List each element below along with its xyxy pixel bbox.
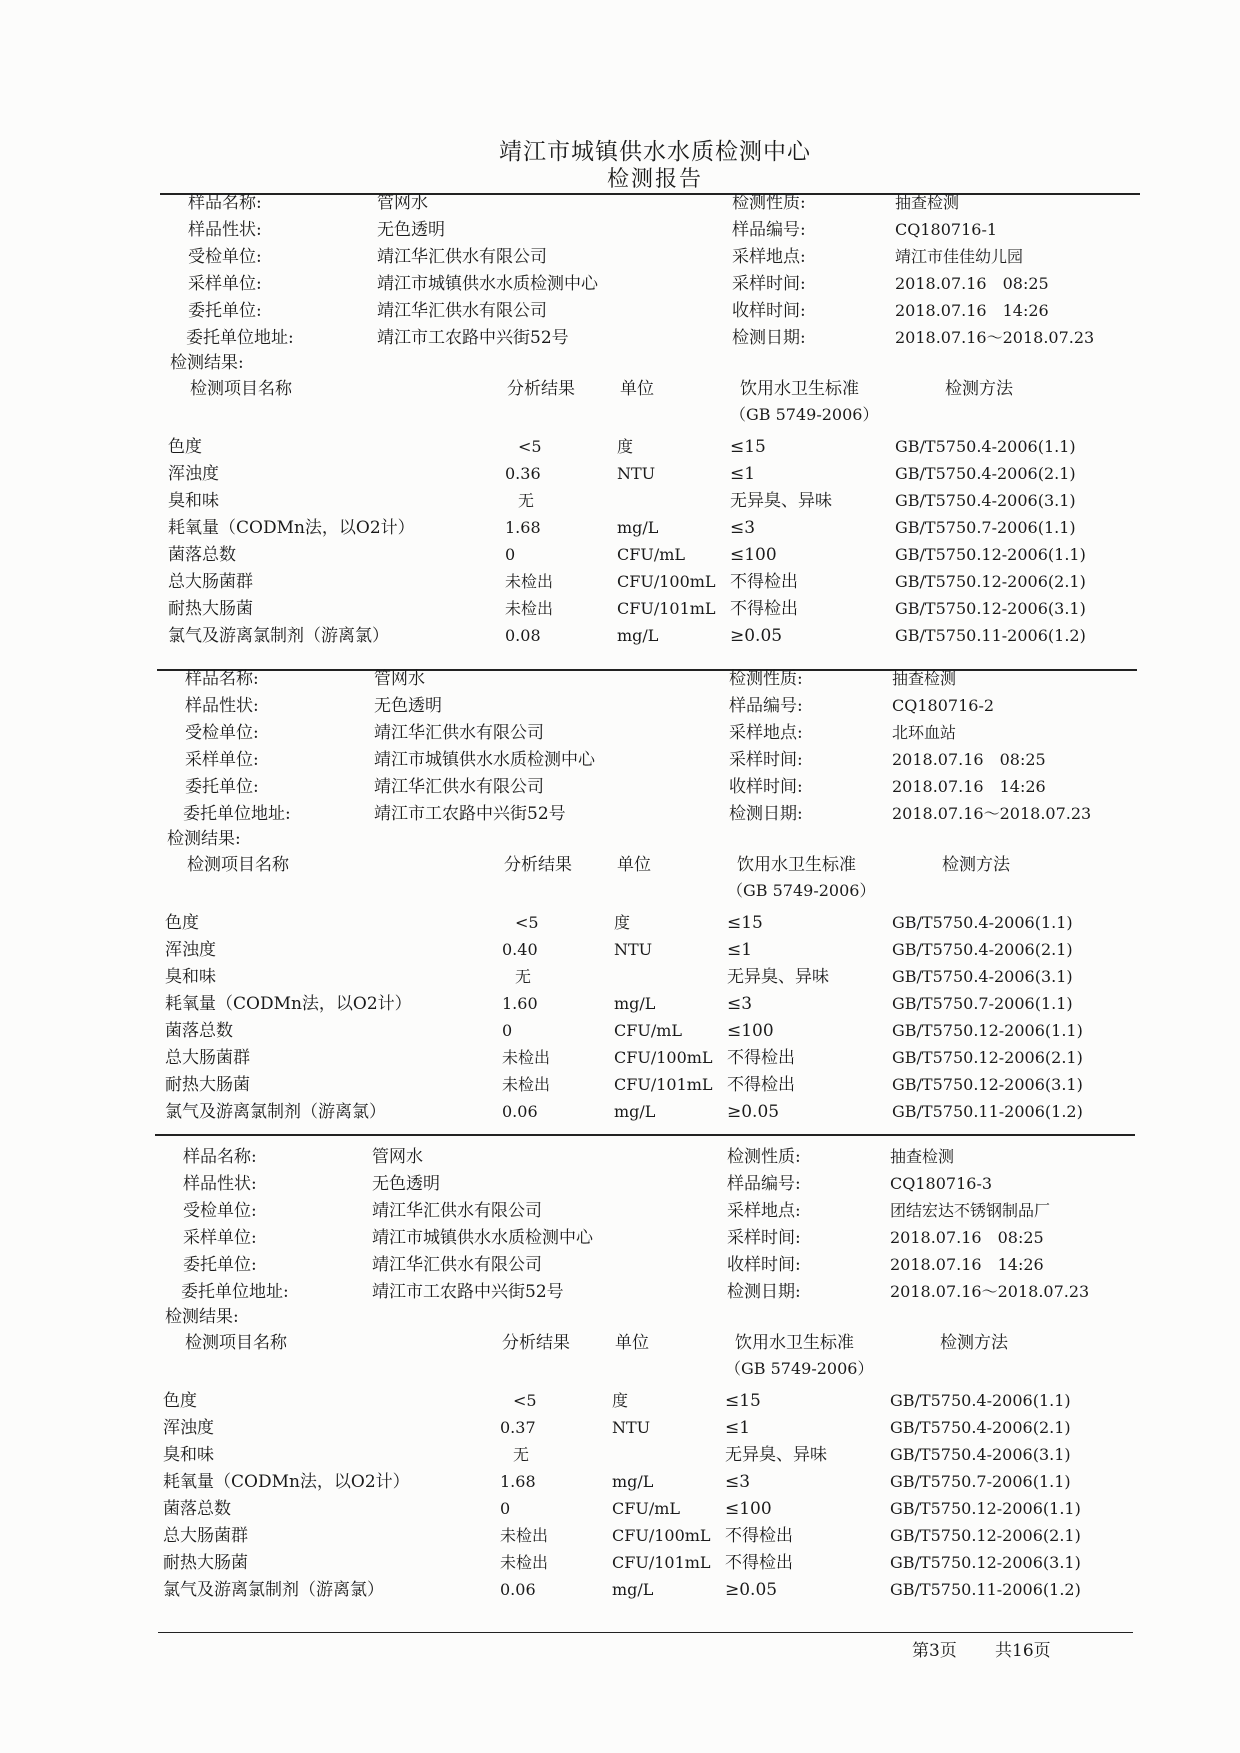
result-item: 菌落总数 — [165, 1021, 233, 1041]
result-item: 总大肠菌群 — [165, 1048, 250, 1068]
meta-label-client-address: 委托单位地址: — [186, 328, 294, 348]
result-item: 浑浊度 — [168, 464, 219, 484]
result-value: 0.40 — [502, 940, 538, 959]
meta-label-sample-name: 样品名称: — [183, 1147, 257, 1167]
meta-value-receipt-time: 2018.07.16 14:26 — [892, 777, 1046, 796]
result-method: GB/T5750.11-2006(1.2) — [895, 626, 1086, 645]
result-method: GB/T5750.4-2006(1.1) — [890, 1391, 1071, 1410]
meta-label-client-unit: 委托单位: — [185, 777, 259, 797]
meta-value-sampling-unit: 靖江市城镇供水水质检测中心 — [377, 274, 598, 294]
meta-label-inspected-unit: 受检单位: — [183, 1201, 257, 1221]
meta-value-sample-form: 无色透明 — [374, 696, 442, 716]
meta-value-sample-name: 管网水 — [377, 193, 428, 213]
result-value: <5 — [515, 913, 539, 932]
result-method: GB/T5750.11-2006(1.2) — [890, 1580, 1081, 1599]
result-item: 总大肠菌群 — [168, 572, 253, 592]
result-method: GB/T5750.12-2006(2.1) — [892, 1048, 1083, 1067]
result-unit: 度 — [614, 913, 631, 932]
result-method: GB/T5750.4-2006(3.1) — [890, 1445, 1071, 1464]
result-method: GB/T5750.12-2006(3.1) — [890, 1553, 1081, 1572]
result-item: 耗氧量（CODMn法，以O2计） — [168, 518, 415, 538]
result-item: 耗氧量（CODMn法，以O2计） — [165, 994, 412, 1014]
meta-label-sample-form: 样品性状: — [185, 696, 259, 716]
result-value: 1.68 — [505, 518, 541, 537]
col-header-result: 分析结果 — [507, 379, 575, 399]
col-header-standard-sub: （GB 5749-2006） — [730, 405, 879, 424]
result-item: 耐热大肠菌 — [163, 1553, 248, 1573]
result-method: GB/T5750.11-2006(1.2) — [892, 1102, 1083, 1121]
meta-label-client-address: 委托单位地址: — [181, 1282, 289, 1302]
result-unit: NTU — [612, 1418, 651, 1437]
results-heading: 检测结果: — [167, 829, 241, 849]
meta-value-client-unit: 靖江华汇供水有限公司 — [374, 777, 544, 797]
result-item: 色度 — [168, 437, 202, 457]
results-heading: 检测结果: — [165, 1307, 239, 1327]
meta-label-client-unit: 委托单位: — [183, 1255, 257, 1275]
result-method: GB/T5750.12-2006(2.1) — [895, 572, 1086, 591]
result-method: GB/T5750.7-2006(1.1) — [890, 1472, 1071, 1491]
meta-label-test-date: 检测日期: — [732, 328, 806, 348]
result-value: 0.08 — [505, 626, 541, 645]
col-header-item: 检测项目名称 — [187, 855, 289, 875]
meta-value-test-nature: 抽查检测 — [892, 669, 957, 688]
result-method: GB/T5750.4-2006(1.1) — [892, 913, 1073, 932]
result-item: 臭和味 — [165, 967, 216, 987]
result-value: 0.37 — [500, 1418, 536, 1437]
result-standard: ≤3 — [730, 518, 756, 538]
result-value: 未检出 — [500, 1526, 549, 1545]
result-unit: CFU/mL — [617, 545, 686, 564]
result-value: 0.06 — [502, 1102, 538, 1121]
meta-label-sample-no: 样品编号: — [727, 1174, 801, 1194]
result-standard: ≤15 — [727, 913, 763, 933]
col-header-method: 检测方法 — [940, 1333, 1008, 1353]
result-method: GB/T5750.7-2006(1.1) — [892, 994, 1073, 1013]
result-item: 色度 — [163, 1391, 197, 1411]
result-item: 氯气及游离氯制剂（游离氯） — [165, 1102, 386, 1122]
result-value: 未检出 — [505, 599, 554, 618]
result-method: GB/T5750.4-2006(1.1) — [895, 437, 1076, 456]
meta-value-sampling-time: 2018.07.16 08:25 — [895, 274, 1049, 293]
result-standard: ≥0.05 — [730, 626, 783, 646]
result-standard: 无异臭、异味 — [725, 1445, 827, 1465]
result-standard: ≤3 — [727, 994, 753, 1014]
meta-value-sample-form: 无色透明 — [377, 220, 445, 240]
result-method: GB/T5750.4-2006(2.1) — [895, 464, 1076, 483]
col-header-standard: 饮用水卫生标准 — [740, 379, 859, 399]
result-value: 0.06 — [500, 1580, 536, 1599]
meta-value-sampling-unit: 靖江市城镇供水水质检测中心 — [374, 750, 595, 770]
org-title: 靖江市城镇供水水质检测中心 — [499, 139, 811, 165]
meta-label-sample-form: 样品性状: — [183, 1174, 257, 1194]
result-item: 色度 — [165, 913, 199, 933]
meta-label-test-nature: 检测性质: — [732, 193, 806, 213]
meta-label-sampling-time: 采样时间: — [729, 750, 803, 770]
meta-value-sample-no: CQ180716-3 — [890, 1174, 993, 1193]
col-header-unit: 单位 — [617, 855, 651, 875]
result-method: GB/T5750.4-2006(3.1) — [892, 967, 1073, 986]
result-unit: CFU/100mL — [617, 572, 716, 591]
meta-value-client-unit: 靖江华汇供水有限公司 — [377, 301, 547, 321]
col-header-item: 检测项目名称 — [190, 379, 292, 399]
result-item: 浑浊度 — [165, 940, 216, 960]
result-item: 耗氧量（CODMn法，以O2计） — [163, 1472, 410, 1492]
meta-label-sampling-site: 采样地点: — [729, 723, 803, 743]
col-header-item: 检测项目名称 — [185, 1333, 287, 1353]
result-item: 氯气及游离氯制剂（游离氯） — [168, 626, 389, 646]
result-unit: NTU — [614, 940, 653, 959]
result-standard: ≤3 — [725, 1472, 751, 1492]
result-standard: 无异臭、异味 — [727, 967, 829, 987]
result-standard: ≤15 — [725, 1391, 761, 1411]
result-unit: CFU/mL — [614, 1021, 683, 1040]
result-method: GB/T5750.4-2006(3.1) — [895, 491, 1076, 510]
result-value: 1.60 — [502, 994, 538, 1013]
meta-value-receipt-time: 2018.07.16 14:26 — [895, 301, 1049, 320]
meta-value-sample-no: CQ180716-1 — [895, 220, 998, 239]
result-method: GB/T5750.12-2006(1.1) — [890, 1499, 1081, 1518]
meta-value-inspected-unit: 靖江华汇供水有限公司 — [374, 723, 544, 743]
result-item: 菌落总数 — [168, 545, 236, 565]
meta-label-sample-name: 样品名称: — [188, 193, 262, 213]
meta-value-sampling-unit: 靖江市城镇供水水质检测中心 — [372, 1228, 593, 1248]
meta-value-sample-name: 管网水 — [374, 669, 425, 689]
report-title: 检测报告 — [606, 167, 703, 192]
meta-label-client-unit: 委托单位: — [188, 301, 262, 321]
result-unit: CFU/100mL — [612, 1526, 711, 1545]
meta-label-inspected-unit: 受检单位: — [188, 247, 262, 267]
result-value: 未检出 — [502, 1075, 551, 1094]
result-standard: ≤1 — [725, 1418, 751, 1438]
result-value: 0 — [500, 1499, 511, 1518]
meta-value-sampling-site: 北环血站 — [892, 723, 957, 742]
meta-label-sampling-unit: 采样单位: — [185, 750, 259, 770]
section-rule — [155, 1134, 1135, 1136]
meta-value-sample-no: CQ180716-2 — [892, 696, 995, 715]
meta-value-inspected-unit: 靖江华汇供水有限公司 — [377, 247, 547, 267]
result-method: GB/T5750.7-2006(1.1) — [895, 518, 1076, 537]
result-value: <5 — [518, 437, 542, 456]
meta-value-test-date: 2018.07.16～2018.07.23 — [892, 804, 1092, 823]
meta-value-inspected-unit: 靖江华汇供水有限公司 — [372, 1201, 542, 1221]
result-standard: ≤100 — [730, 545, 777, 565]
meta-value-test-nature: 抽查检测 — [895, 193, 960, 212]
result-item: 总大肠菌群 — [163, 1526, 248, 1546]
result-item: 臭和味 — [163, 1445, 214, 1465]
result-unit: mg/L — [614, 1102, 656, 1121]
results-heading: 检测结果: — [170, 353, 244, 373]
result-unit: CFU/101mL — [614, 1075, 713, 1094]
meta-value-sampling-time: 2018.07.16 08:25 — [892, 750, 1046, 769]
meta-value-test-date: 2018.07.16～2018.07.23 — [890, 1282, 1090, 1301]
col-header-unit: 单位 — [620, 379, 654, 399]
result-value: 0 — [502, 1021, 513, 1040]
meta-label-receipt-time: 收样时间: — [732, 301, 806, 321]
meta-value-test-date: 2018.07.16～2018.07.23 — [895, 328, 1095, 347]
result-standard: ≤1 — [727, 940, 753, 960]
result-method: GB/T5750.12-2006(3.1) — [892, 1075, 1083, 1094]
result-item: 耐热大肠菌 — [165, 1075, 250, 1095]
col-header-result: 分析结果 — [502, 1333, 570, 1353]
meta-label-receipt-time: 收样时间: — [727, 1255, 801, 1275]
meta-label-sample-name: 样品名称: — [185, 669, 259, 689]
result-method: GB/T5750.12-2006(1.1) — [895, 545, 1086, 564]
meta-label-sampling-time: 采样时间: — [727, 1228, 801, 1248]
meta-label-test-date: 检测日期: — [727, 1282, 801, 1302]
result-standard: ≤100 — [727, 1021, 774, 1041]
result-method: GB/T5750.12-2006(3.1) — [895, 599, 1086, 618]
result-value: 无 — [518, 491, 535, 510]
meta-label-sampling-site: 采样地点: — [727, 1201, 801, 1221]
meta-value-client-address: 靖江市工农路中兴街52号 — [372, 1282, 564, 1302]
col-header-result: 分析结果 — [504, 855, 572, 875]
meta-value-sampling-site: 团结宏达不锈钢制品厂 — [890, 1201, 1051, 1220]
page-total: 共16页 — [995, 1641, 1051, 1661]
result-value: 未检出 — [500, 1553, 549, 1572]
result-unit: mg/L — [617, 518, 659, 537]
result-item: 浑浊度 — [163, 1418, 214, 1438]
result-value: 0 — [505, 545, 516, 564]
meta-label-sampling-site: 采样地点: — [732, 247, 806, 267]
meta-label-sample-no: 样品编号: — [729, 696, 803, 716]
footer-rule — [158, 1632, 1133, 1633]
meta-value-receipt-time: 2018.07.16 14:26 — [890, 1255, 1044, 1274]
result-item: 菌落总数 — [163, 1499, 231, 1519]
col-header-standard: 饮用水卫生标准 — [735, 1333, 854, 1353]
result-standard: ≤15 — [730, 437, 766, 457]
meta-label-receipt-time: 收样时间: — [729, 777, 803, 797]
result-method: GB/T5750.12-2006(2.1) — [890, 1526, 1081, 1545]
col-header-method: 检测方法 — [945, 379, 1013, 399]
meta-label-inspected-unit: 受检单位: — [185, 723, 259, 743]
result-standard: 不得检出 — [727, 1075, 795, 1095]
meta-value-test-nature: 抽查检测 — [890, 1147, 955, 1166]
meta-value-sample-form: 无色透明 — [372, 1174, 440, 1194]
result-value: 未检出 — [505, 572, 554, 591]
col-header-standard-sub: （GB 5749-2006） — [727, 881, 876, 900]
col-header-standard-sub: （GB 5749-2006） — [725, 1359, 874, 1378]
result-unit: CFU/100mL — [614, 1048, 713, 1067]
result-standard: 不得检出 — [725, 1553, 793, 1573]
result-value: 1.68 — [500, 1472, 536, 1491]
section-rule — [160, 193, 1140, 195]
result-unit: CFU/101mL — [617, 599, 716, 618]
result-value: 无 — [515, 967, 532, 986]
meta-value-sampling-site: 靖江市佳佳幼儿园 — [895, 247, 1024, 266]
meta-label-sample-no: 样品编号: — [732, 220, 806, 240]
result-unit: NTU — [617, 464, 656, 483]
result-unit: CFU/101mL — [612, 1553, 711, 1572]
meta-label-sampling-unit: 采样单位: — [183, 1228, 257, 1248]
meta-label-sampling-unit: 采样单位: — [188, 274, 262, 294]
meta-value-client-address: 靖江市工农路中兴街52号 — [377, 328, 569, 348]
meta-label-test-date: 检测日期: — [729, 804, 803, 824]
meta-value-sampling-time: 2018.07.16 08:25 — [890, 1228, 1044, 1247]
result-value: 0.36 — [505, 464, 541, 483]
col-header-standard: 饮用水卫生标准 — [737, 855, 856, 875]
result-unit: 度 — [612, 1391, 629, 1410]
result-method: GB/T5750.4-2006(2.1) — [890, 1418, 1071, 1437]
result-unit: mg/L — [612, 1472, 654, 1491]
result-standard: 不得检出 — [730, 599, 798, 619]
col-header-unit: 单位 — [615, 1333, 649, 1353]
result-standard: ≤1 — [730, 464, 756, 484]
result-value: 无 — [513, 1445, 530, 1464]
meta-label-test-nature: 检测性质: — [727, 1147, 801, 1167]
result-item: 氯气及游离氯制剂（游离氯） — [163, 1580, 384, 1600]
result-item: 臭和味 — [168, 491, 219, 511]
meta-value-client-address: 靖江市工农路中兴街52号 — [374, 804, 566, 824]
result-unit: CFU/mL — [612, 1499, 681, 1518]
result-unit: mg/L — [612, 1580, 654, 1599]
result-standard: 无异臭、异味 — [730, 491, 832, 511]
result-standard: ≥0.05 — [727, 1102, 780, 1122]
result-standard: 不得检出 — [727, 1048, 795, 1068]
meta-label-sampling-time: 采样时间: — [732, 274, 806, 294]
result-method: GB/T5750.12-2006(1.1) — [892, 1021, 1083, 1040]
result-standard: 不得检出 — [730, 572, 798, 592]
meta-label-sample-form: 样品性状: — [188, 220, 262, 240]
result-method: GB/T5750.4-2006(2.1) — [892, 940, 1073, 959]
result-standard: ≥0.05 — [725, 1580, 778, 1600]
result-standard: 不得检出 — [725, 1526, 793, 1546]
meta-value-sample-name: 管网水 — [372, 1147, 423, 1167]
result-standard: ≤100 — [725, 1499, 772, 1519]
col-header-method: 检测方法 — [942, 855, 1010, 875]
result-value: <5 — [513, 1391, 537, 1410]
section-rule — [157, 669, 1137, 671]
result-unit: mg/L — [617, 626, 659, 645]
page-number: 第3页 — [912, 1641, 957, 1661]
result-unit: 度 — [617, 437, 634, 456]
meta-value-client-unit: 靖江华汇供水有限公司 — [372, 1255, 542, 1275]
result-unit: mg/L — [614, 994, 656, 1013]
result-value: 未检出 — [502, 1048, 551, 1067]
meta-label-test-nature: 检测性质: — [729, 669, 803, 689]
result-item: 耐热大肠菌 — [168, 599, 253, 619]
meta-label-client-address: 委托单位地址: — [183, 804, 291, 824]
